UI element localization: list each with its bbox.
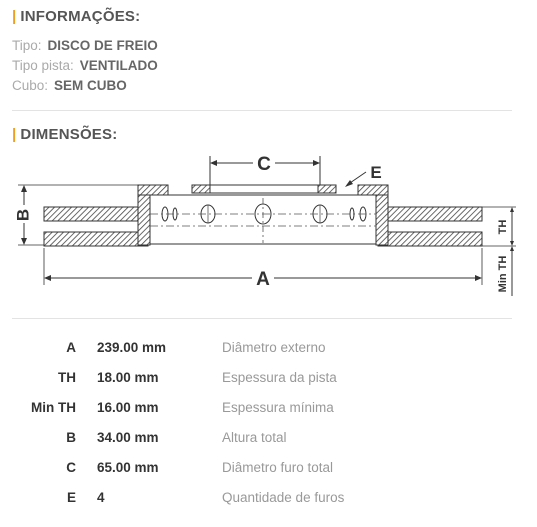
right-hat-top	[358, 185, 388, 195]
spec-code: B	[66, 430, 76, 445]
hub-right-lip	[318, 185, 336, 193]
spec-desc: Altura total	[222, 430, 287, 445]
dimensions-section-title	[12, 126, 117, 143]
label-b: B	[13, 208, 33, 222]
left-lower-plate	[44, 232, 148, 246]
info-value: SEM CUBO	[54, 78, 127, 93]
right-hat-wall	[376, 195, 388, 245]
info-label: Tipo:	[12, 38, 42, 53]
brake-disc-diagram	[0, 148, 537, 308]
spec-value: 65.00 mm	[97, 460, 159, 475]
left-hat-wall	[138, 195, 150, 245]
info-label: Cubo:	[12, 78, 49, 93]
spec-value: 16.00 mm	[97, 400, 159, 415]
spec-row	[0, 370, 537, 390]
info-title-text: INFORMAÇÕES:	[20, 8, 141, 25]
spec-code: C	[66, 460, 76, 475]
spec-value: 239.00 mm	[97, 340, 167, 355]
spec-desc: Quantidade de furos	[222, 490, 345, 505]
info-row-tipo	[12, 38, 158, 53]
spec-value: 18.00 mm	[97, 370, 159, 385]
info-value: VENTILADO	[79, 58, 158, 73]
left-hat-top	[138, 185, 168, 195]
info-label: Tipo pista:	[12, 58, 74, 73]
spec-row	[0, 400, 537, 420]
hub-left-lip	[192, 185, 210, 193]
right-upper-plate	[378, 207, 482, 221]
right-lower-plate	[378, 232, 482, 246]
spec-code: Min TH	[31, 400, 76, 415]
info-row-cubo	[12, 78, 127, 93]
left-upper-plate	[44, 207, 148, 221]
info-section-title	[12, 8, 140, 25]
spec-row	[0, 460, 537, 480]
dimensions-title-text: DIMENSÕES:	[20, 126, 118, 143]
label-c: C	[257, 154, 271, 175]
spec-row	[0, 490, 537, 510]
info-row-tipo-pista	[12, 58, 158, 73]
accent-bar-icon: |	[12, 126, 17, 143]
spec-desc: Espessura da pista	[222, 370, 337, 385]
divider-bottom	[12, 318, 512, 319]
accent-bar-icon: |	[12, 8, 17, 25]
spec-row	[0, 340, 537, 360]
label-th: TH	[496, 219, 509, 235]
spec-code: E	[66, 490, 76, 505]
info-value: DISCO DE FREIO	[47, 38, 158, 53]
spec-code: TH	[58, 370, 76, 385]
label-min-th: Min TH	[496, 255, 509, 293]
spec-row	[0, 430, 537, 450]
spec-value: 34.00 mm	[97, 430, 159, 445]
divider-top	[12, 110, 512, 111]
spec-code: A	[66, 340, 76, 355]
spec-desc: Diâmetro furo total	[222, 460, 334, 475]
label-a: A	[256, 269, 270, 290]
spec-desc: Diâmetro externo	[222, 340, 326, 355]
spec-desc: Espessura mínima	[222, 400, 334, 415]
spec-value: 4	[97, 490, 105, 505]
label-e: E	[370, 163, 382, 182]
